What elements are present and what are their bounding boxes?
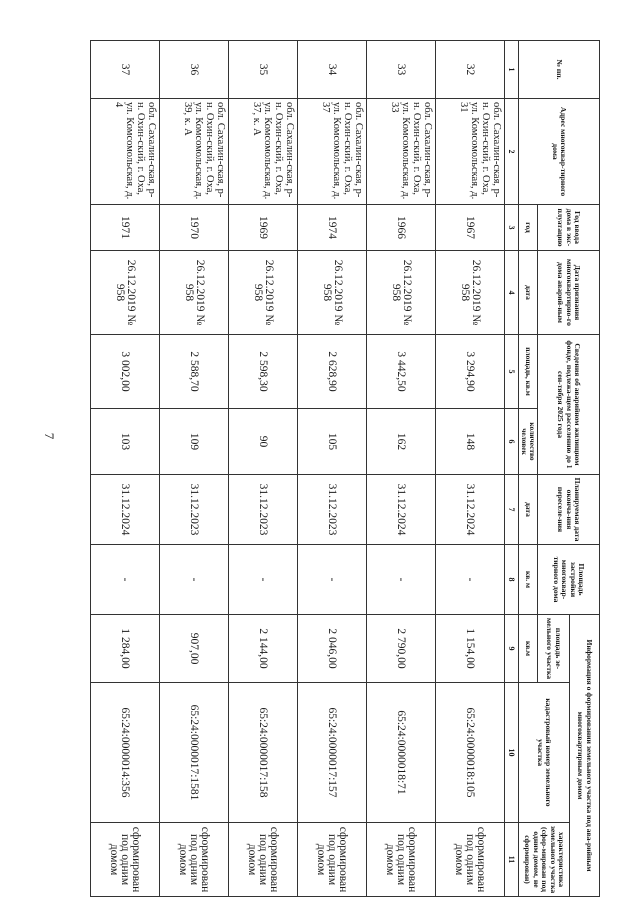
row-number: 34 xyxy=(298,41,367,99)
row-built-area: - xyxy=(298,545,367,615)
table-wrapper xyxy=(93,40,600,896)
row-planned-date: 31.12.2024 xyxy=(367,475,436,545)
row-cadastral: 65:24:0000017:1581 xyxy=(160,683,229,823)
row-land-area: 2 046,00 xyxy=(298,615,367,683)
row-area: 2 598,30 xyxy=(229,335,298,409)
row-number: 32 xyxy=(436,41,505,99)
column-number: 11 xyxy=(505,823,519,897)
row-address: обл. Сахалин-ская, р-н. Охин-ский, г. Оха, ул. Комсомольская, д. 33 xyxy=(367,99,436,205)
row-planned-date: 31.12.2023 xyxy=(298,475,367,545)
row-year: 1969 xyxy=(229,205,298,251)
row-status: сформирован под одним домом xyxy=(436,823,505,897)
table-row xyxy=(298,41,367,897)
row-people: 162 xyxy=(367,409,436,475)
table-row xyxy=(160,41,229,897)
row-cadastral: 65:24:0000014:356 xyxy=(91,683,160,823)
row-built-area: - xyxy=(229,545,298,615)
table-row xyxy=(229,41,298,897)
page-number: 7 xyxy=(42,432,57,440)
row-address: обл. Сахалин-ская, р-н. Охин-ский, г. Оха, ул. Комсомольская, д. 31 xyxy=(436,99,505,205)
column-number: 3 xyxy=(505,205,519,251)
header-housing: Сведения об аварийном жилищном фонде, подлежа-щем расселению до 1 сен-тября 2025 года xyxy=(538,335,600,475)
table-row xyxy=(91,41,160,897)
row-status: сформирован под одним домом xyxy=(298,823,367,897)
row-year: 1974 xyxy=(298,205,367,251)
row-land-area: 1 284,00 xyxy=(91,615,160,683)
row-planned-date: 31.12.2024 xyxy=(436,475,505,545)
row-people: 90 xyxy=(229,409,298,475)
row-year: 1970 xyxy=(160,205,229,251)
row-planned-date: 31.12.2023 xyxy=(229,475,298,545)
row-number: 33 xyxy=(367,41,436,99)
column-number-row xyxy=(505,41,519,897)
subheader-land-unit: кв.м xyxy=(519,615,538,683)
row-planned-date: 31.12.2023 xyxy=(160,475,229,545)
subheader-date: дата xyxy=(519,251,538,335)
row-people: 109 xyxy=(160,409,229,475)
subheader-planned-date: дата xyxy=(519,475,538,545)
row-year: 1966 xyxy=(367,205,436,251)
row-emergency-date: 26.12.2019 № 958 xyxy=(298,251,367,335)
row-land-area: 2 790,00 xyxy=(367,615,436,683)
row-land-area: 1 154,00 xyxy=(436,615,505,683)
row-status: сформирован под одним домом xyxy=(367,823,436,897)
column-number: 5 xyxy=(505,335,519,409)
row-area: 3 294,90 xyxy=(436,335,505,409)
column-number: 10 xyxy=(505,683,519,823)
row-land-area: 907,00 xyxy=(160,615,229,683)
header-num: № пп. xyxy=(519,41,600,99)
subheader-built-unit: кв. м xyxy=(519,545,538,615)
row-year: 1971 xyxy=(91,205,160,251)
row-number: 36 xyxy=(160,41,229,99)
subheader-count: количество человек xyxy=(519,409,538,475)
header-planned-date: Планируемая дата оконча-ния переселе-ния xyxy=(538,475,600,545)
row-built-area: - xyxy=(436,545,505,615)
column-number: 6 xyxy=(505,409,519,475)
header-cadastral: кадастровый номер земельного участка xyxy=(519,683,570,823)
row-emergency-date: 26.12.2019 № 958 xyxy=(367,251,436,335)
table-row xyxy=(367,41,436,897)
header-land-info: Информация о формировании земельного участка под ава-рийным многоквартирным домом xyxy=(570,615,600,897)
header-land-area: площадь зе-мельного участка xyxy=(538,615,570,683)
emergency-housing-table xyxy=(90,40,600,897)
row-cadastral: 65:24:0000017:158 xyxy=(229,683,298,823)
row-planned-date: 31.12.2024 xyxy=(91,475,160,545)
row-address: обл. Сахалин-ская, р-н. Охин-ский, г. Оха, ул. Комсомольская, д. 37, к. А xyxy=(229,99,298,205)
row-cadastral: 65:24:0000018:105 xyxy=(436,683,505,823)
row-people: 105 xyxy=(298,409,367,475)
row-people: 148 xyxy=(436,409,505,475)
row-people: 103 xyxy=(91,409,160,475)
column-number: 8 xyxy=(505,545,519,615)
row-emergency-date: 26.12.2019 № 958 xyxy=(436,251,505,335)
row-cadastral: 65:24:0000017:157 xyxy=(298,683,367,823)
row-emergency-date: 26.12.2019 № 958 xyxy=(91,251,160,335)
table-row xyxy=(436,41,505,897)
column-number: 9 xyxy=(505,615,519,683)
row-number: 35 xyxy=(229,41,298,99)
header-built-area: Площадь застройки многоквар-тирного дома xyxy=(538,545,600,615)
row-built-area: - xyxy=(367,545,436,615)
row-emergency-date: 26.12.2019 № 958 xyxy=(160,251,229,335)
row-area: 2 588,70 xyxy=(160,335,229,409)
column-number: 2 xyxy=(505,99,519,205)
row-year: 1967 xyxy=(436,205,505,251)
row-area: 3 442,50 xyxy=(367,335,436,409)
header-emergency-date: Дата признания многоквартирно-го дома аварий-ным xyxy=(538,251,600,335)
row-area: 2 628,90 xyxy=(298,335,367,409)
column-number: 4 xyxy=(505,251,519,335)
row-cadastral: 65:24:0000018:71 xyxy=(367,683,436,823)
row-area: 3 002,00 xyxy=(91,335,160,409)
subheader-area: площадь, кв.м xyxy=(519,335,538,409)
row-built-area: - xyxy=(91,545,160,615)
column-number: 7 xyxy=(505,475,519,545)
column-number: 1 xyxy=(505,41,519,99)
row-address: обл. Сахалин-ская, р-н. Охин-ский, г. Оха, ул. Комсомольская, д. 4 xyxy=(91,99,160,205)
row-built-area: - xyxy=(160,545,229,615)
header-characteristic: характеристика земельного участка (сфор-мирован под одним домом, не сформирован) xyxy=(519,823,570,897)
row-address: обл. Сахалин-ская, р-н. Охин-ский, г. Оха, ул. Комсомольская, д. 37 xyxy=(298,99,367,205)
row-status: сформирован под одним домом xyxy=(160,823,229,897)
subheader-year: год xyxy=(519,205,538,251)
header-address: Адрес многоквар-тирного дома xyxy=(519,99,600,205)
row-address: обл. Сахалин-ская, р-н. Охин-ский, г. Оха, ул. Комсомольская, д. 39, к. А xyxy=(160,99,229,205)
row-status: сформирован под одним домом xyxy=(91,823,160,897)
row-land-area: 2 144,00 xyxy=(229,615,298,683)
row-emergency-date: 26.12.2019 № 958 xyxy=(229,251,298,335)
header-year: Год ввода дома в экс-плуатацию xyxy=(538,205,600,251)
row-status: сформирован под одним домом xyxy=(229,823,298,897)
row-number: 37 xyxy=(91,41,160,99)
